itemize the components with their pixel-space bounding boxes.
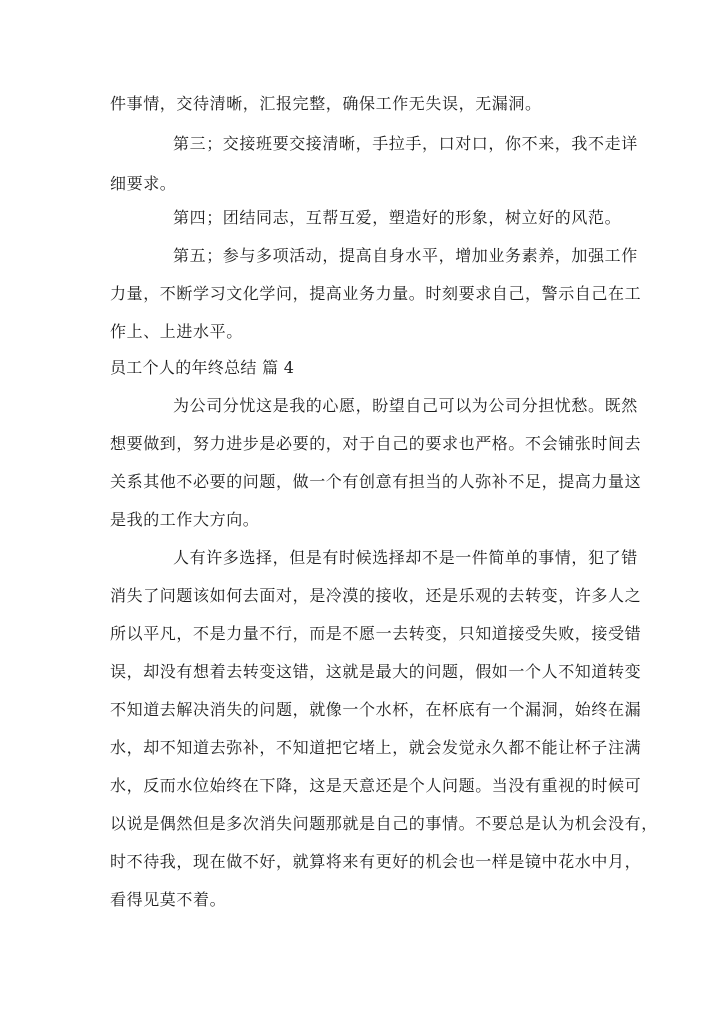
paragraph-line: 不知道去解决消失的问题，就像一个水杯，在杯底有一个漏洞，始终在漏: [110, 700, 642, 719]
section-heading: 员工个人的年终总结 篇 4: [110, 358, 295, 377]
paragraph-line: 力量，不断学习文化学问，提高业务力量。时刻要求自己，警示自己在工: [110, 284, 642, 303]
paragraph-line: 水，反而水位始终在下降，这是天意还是个人问题。当没有重视的时候可: [110, 776, 642, 795]
paragraph-line: 作上、上进水平。: [110, 322, 243, 341]
paragraph-line: 是我的工作大方向。: [110, 510, 260, 529]
paragraph-line: 第三；交接班要交接清晰，手拉手，口对口，你不来，我不走详: [173, 134, 638, 153]
paragraph-line: 水，却不知道去弥补，不知道把它堵上，就会发觉永久都不能让杯子注满: [110, 738, 642, 757]
paragraph-line: 所以平凡，不是力量不行，而是不愿一去转变，只知道接受失败，接受错: [110, 624, 642, 643]
paragraph-line: 关系其他不必要的问题，做一个有创意有担当的人弥补不足，提高力量这: [110, 472, 642, 491]
paragraph-line: 第四；团结同志，互帮互爱，塑造好的形象，树立好的风范。: [173, 208, 622, 227]
paragraph-line: 以说是偶然但是多次消失问题那就是自己的事情。不要总是认为机会没有，: [110, 814, 658, 833]
paragraph-line: 件事情，交待清晰，汇报完整，确保工作无失误，无漏洞。: [110, 94, 542, 113]
paragraph-line: 人有许多选择，但是有时候选择却不是一件简单的事情，犯了错: [173, 548, 638, 567]
paragraph-line: 为公司分忧这是我的心愿，盼望自己可以为公司分担忧愁。既然: [173, 396, 638, 415]
paragraph-line: 看得见莫不着。: [110, 890, 227, 909]
paragraph-line: 误，却没有想着去转变这错，这就是最大的问题，假如一个人不知道转变: [110, 662, 642, 681]
paragraph-line: 第五；参与多项活动，提高自身水平，增加业务素养，加强工作: [173, 246, 638, 265]
paragraph-line: 时不待我，现在做不好，就算将来有更好的机会也一样是镜中花水中月，: [110, 852, 642, 871]
paragraph-line: 想要做到，努力进步是必要的，对于自己的要求也严格。不会铺张时间去: [110, 434, 642, 453]
paragraph-line: 消失了问题该如何去面对，是冷漠的接收，还是乐观的去转变，许多人之: [110, 586, 642, 605]
paragraph-line: 细要求。: [110, 174, 177, 193]
